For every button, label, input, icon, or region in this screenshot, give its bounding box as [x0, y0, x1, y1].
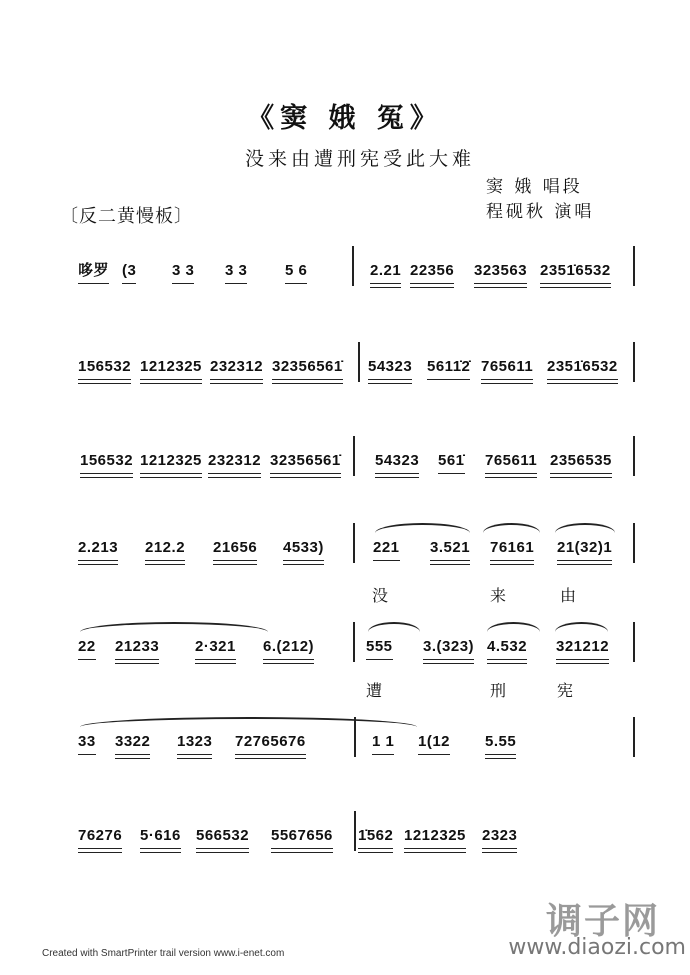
note-group: 4533)	[283, 539, 324, 556]
tempo-mode-label: 〔反二黄慢板〕	[60, 206, 193, 227]
note-group: 54323	[375, 452, 420, 469]
bar-line	[352, 246, 354, 286]
note-group: 3 3	[225, 262, 248, 279]
note-group: 5611̇2̇	[427, 358, 471, 375]
note-group: 3.521	[430, 539, 471, 556]
lyric-char: 由	[560, 586, 577, 605]
note-group: 76161	[490, 539, 535, 556]
note-group: 232312	[210, 358, 264, 375]
song-title: 《窦 娥 冤》	[247, 103, 443, 134]
aria-credit-singer: 程砚秋 演唱	[486, 202, 595, 222]
note-group: 566532	[196, 827, 250, 844]
bar-line	[633, 622, 635, 662]
note-group: 212.2	[145, 539, 186, 556]
bar-line	[353, 622, 355, 662]
watermark-logo: 调子网	[545, 901, 660, 942]
slur	[80, 622, 268, 632]
lyric-char: 宪	[557, 681, 574, 700]
note-group: 2356535	[550, 452, 612, 469]
note-group: 6.(212)	[263, 638, 315, 655]
note-group: (3	[122, 262, 137, 279]
slur	[483, 523, 540, 533]
note-group: 765611	[485, 452, 538, 469]
aria-subtitle: 没来由遭刑宪受此大难	[244, 148, 475, 170]
note-group: 72765676	[235, 733, 306, 750]
note-group: 21233	[115, 638, 160, 655]
note-group: 2·321	[195, 638, 236, 655]
note-group: 2323	[482, 827, 518, 844]
note-group: 21(32)1	[557, 539, 613, 556]
note-group: 555	[366, 638, 393, 655]
slur	[375, 523, 470, 533]
note-group: 4.532	[487, 638, 528, 655]
slur	[555, 523, 615, 533]
bar-line	[633, 523, 635, 563]
lyric-char: 遭	[366, 681, 383, 700]
aria-credit-role: 窦 娥 唱段	[486, 177, 583, 197]
note-group: 1212325	[140, 358, 202, 375]
slur	[368, 622, 420, 632]
note-group: 3.(323)	[423, 638, 475, 655]
note-group: 321212	[556, 638, 610, 655]
note-group: 54323	[368, 358, 413, 375]
note-group: 156532	[78, 358, 132, 375]
note-group: 232312	[208, 452, 262, 469]
note-group: 323563	[474, 262, 528, 279]
note-group: 221	[373, 539, 400, 556]
bar-line	[353, 523, 355, 563]
note-group: 哆罗	[78, 262, 110, 279]
lyric-char: 来	[490, 586, 507, 605]
lyric-char: 刑	[490, 681, 507, 700]
note-group: 21656	[213, 539, 258, 556]
watermark-url: www.diaozi.com	[508, 935, 686, 960]
footer-note: Created with SmartPrinter trail version www.i-enet.com	[42, 948, 285, 959]
note-group: 32356561̇	[272, 358, 343, 375]
note-group: 561̇	[438, 452, 465, 469]
note-group: 33	[78, 733, 96, 750]
bar-line	[353, 436, 355, 476]
bar-line	[358, 342, 360, 382]
note-group: 32356561̇	[270, 452, 341, 469]
note-group: 1323	[177, 733, 213, 750]
bar-line	[633, 246, 635, 286]
note-group: 2.21	[370, 262, 402, 279]
slur	[487, 622, 540, 632]
bar-line	[633, 717, 635, 757]
note-group: 5·616	[140, 827, 181, 844]
note-group: 22	[78, 638, 96, 655]
note-group: 2351̇6532	[547, 358, 618, 375]
note-group: 5 6	[285, 262, 308, 279]
note-group: 2351̇6532	[540, 262, 611, 279]
note-group: 5567656	[271, 827, 333, 844]
slur	[555, 622, 608, 632]
note-group: 1212325	[404, 827, 466, 844]
note-group: 1(12	[418, 733, 451, 750]
note-group: 3 3	[172, 262, 195, 279]
lyric-char: 没	[372, 586, 389, 605]
note-group: 156532	[80, 452, 134, 469]
note-group: 22356	[410, 262, 455, 279]
note-group: 76276	[78, 827, 123, 844]
bar-line	[354, 811, 356, 851]
note-group: 3322	[115, 733, 151, 750]
note-group: 1212325	[140, 452, 202, 469]
bar-line	[633, 436, 635, 476]
note-group: 2.213	[78, 539, 119, 556]
note-group: 765611	[481, 358, 534, 375]
slur	[80, 717, 417, 727]
bar-line	[633, 342, 635, 382]
note-group: 1̇562	[358, 827, 394, 844]
note-group: 1 1	[372, 733, 395, 750]
note-group: 5.55	[485, 733, 517, 750]
